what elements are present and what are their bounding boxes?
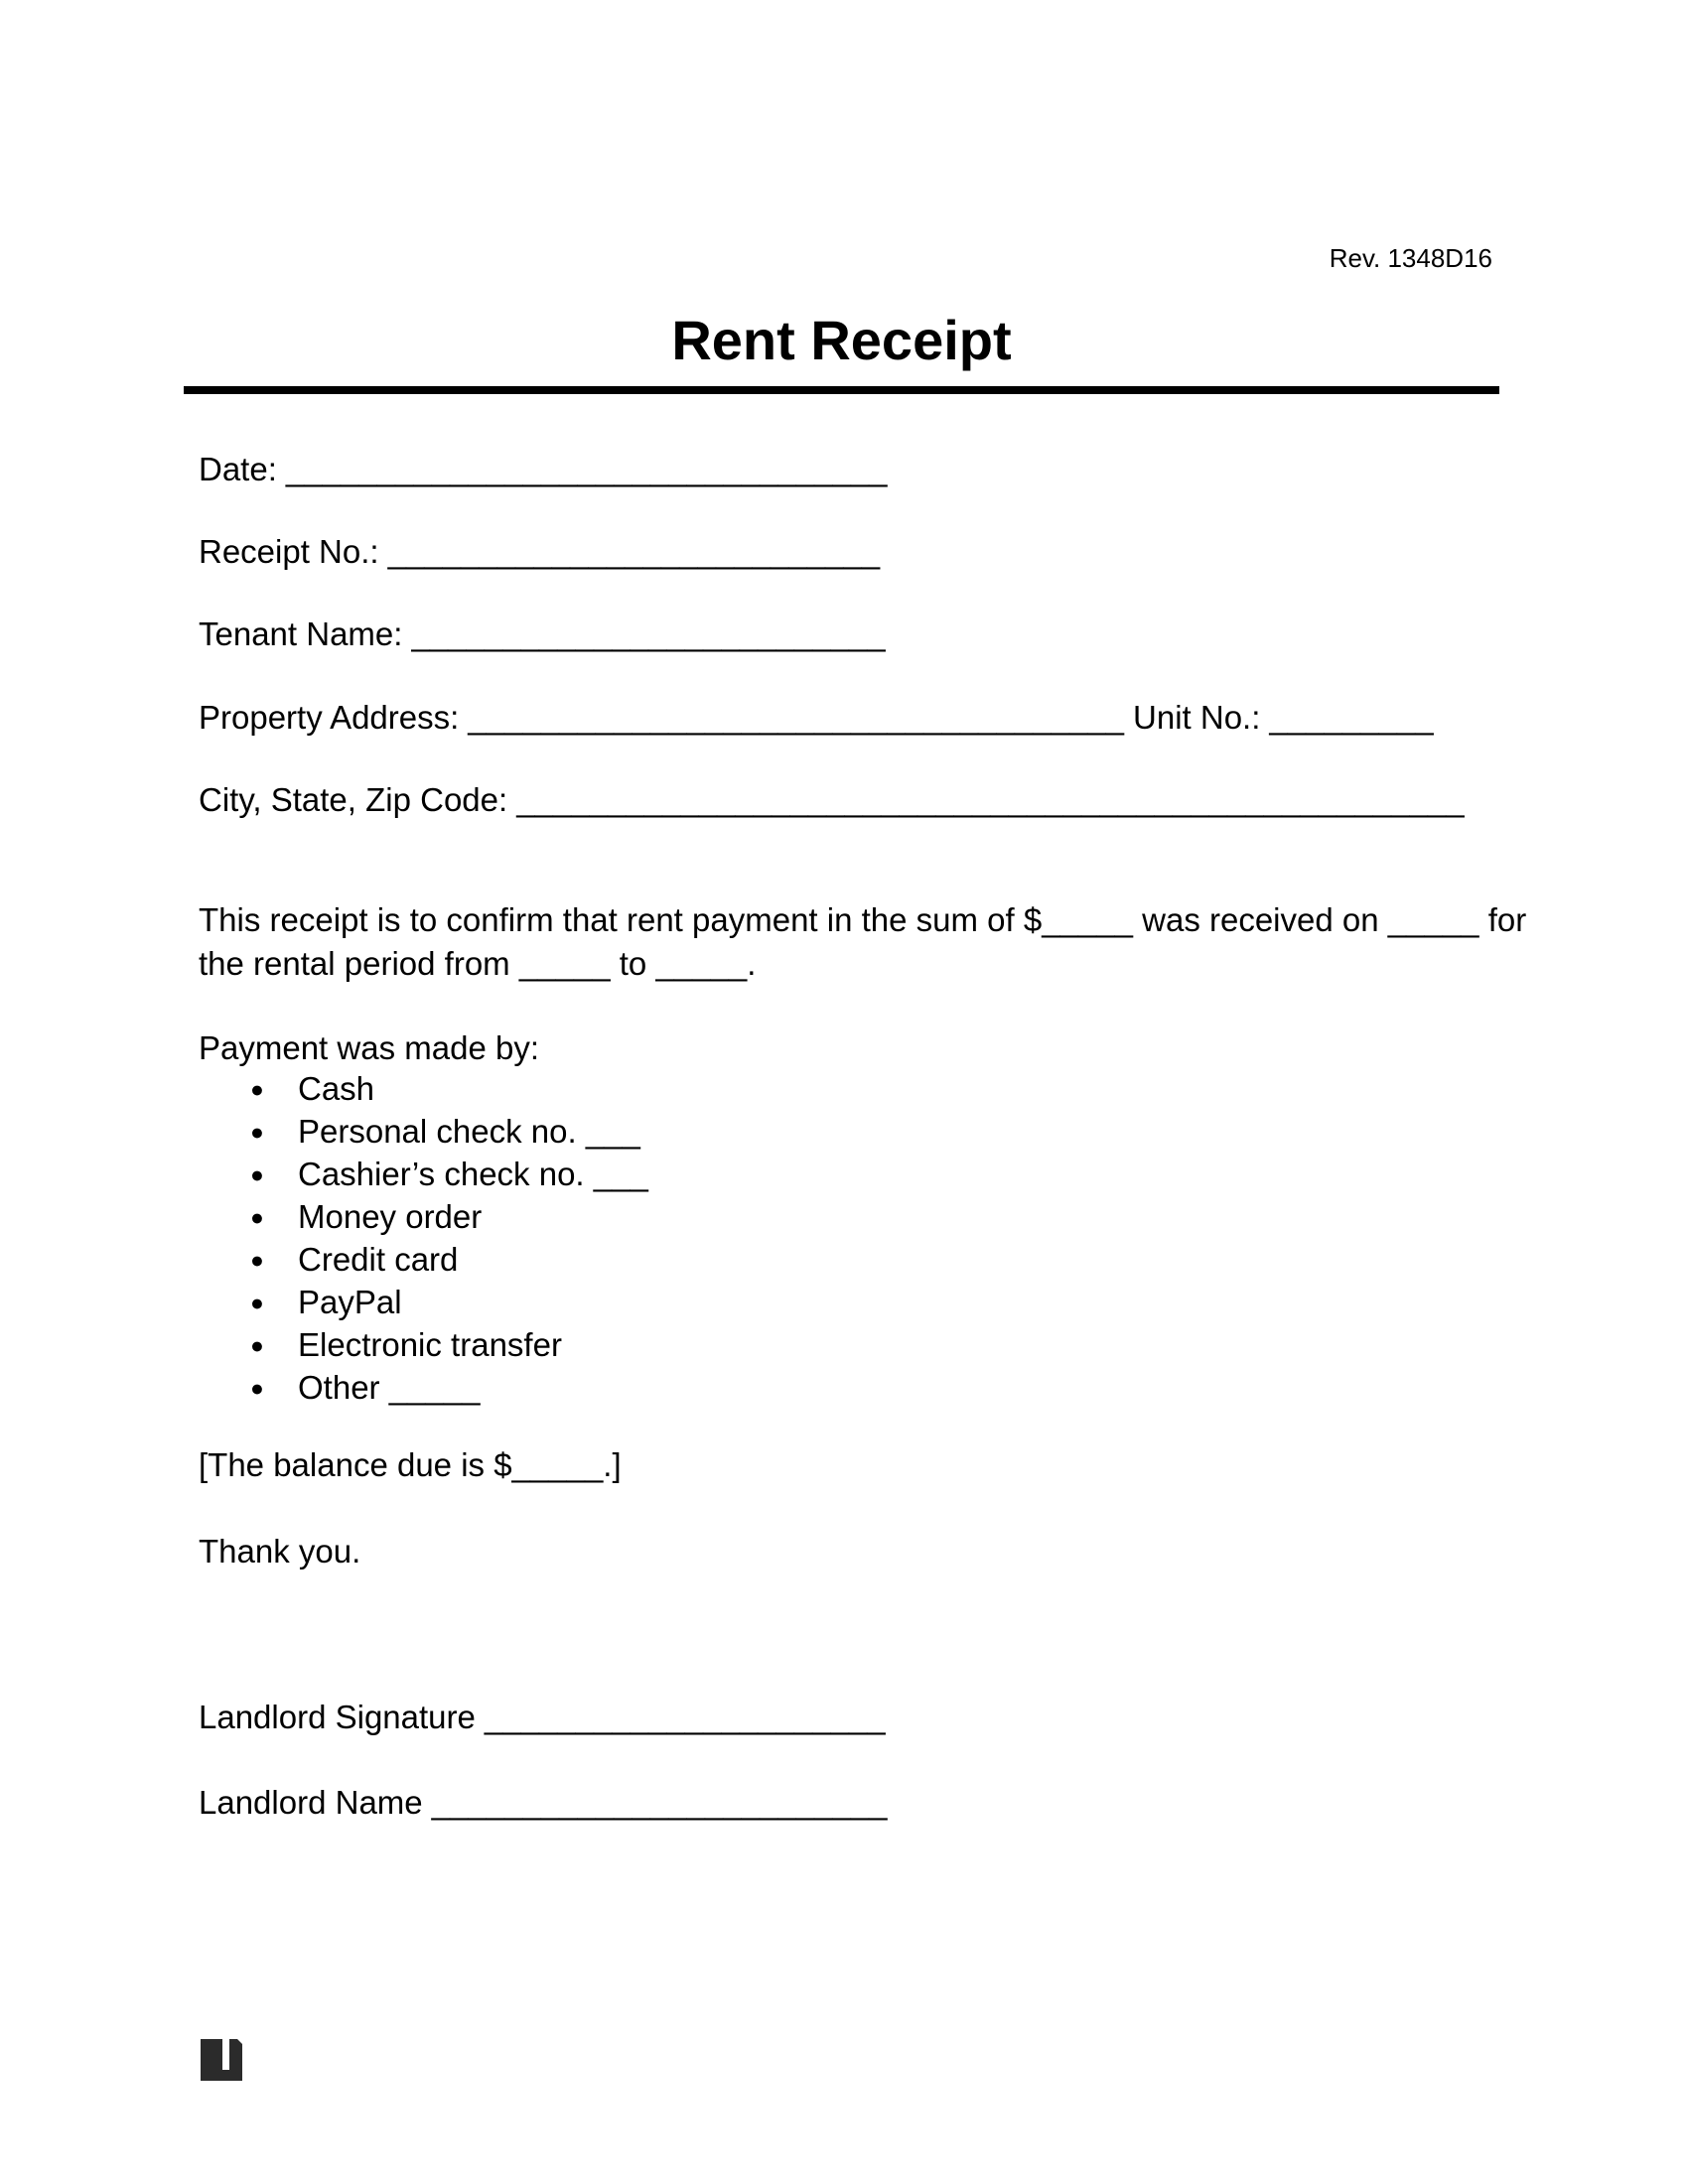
payment-method-credit-card: [199, 1238, 648, 1281]
unit-no-blank: _________: [1269, 699, 1434, 736]
bullet-icon: ●: [250, 1161, 264, 1187]
city-state-zip-blank: ____________________________________________________: [516, 781, 1465, 818]
page-title: Rent Receipt: [671, 309, 1012, 371]
revision-number: Rev. 1348D16: [1329, 243, 1492, 273]
closing-text: Thank you.: [199, 1533, 361, 1570]
payment-method-cash: [199, 1067, 648, 1110]
payment-method-cashiers-check: [199, 1153, 648, 1195]
property-address-label: Property Address:: [199, 699, 460, 736]
receipt-no-label: Receipt No.:: [199, 533, 379, 570]
city-state-zip-label: City, State, Zip Code:: [199, 781, 508, 818]
confirmation-line-1: This receipt is to confirm that rent payment in the sum of $_____ was received on _____ for: [199, 901, 1527, 938]
field-tenant-name: [199, 614, 886, 655]
unit-no-label: Unit No.:: [1133, 699, 1261, 736]
landlord-name-row: [199, 1782, 887, 1824]
field-city-state-zip: [199, 779, 1465, 821]
field-receipt-no: [199, 531, 880, 573]
field-date: [199, 449, 888, 490]
balance-due-note: [The balance due is $_____.]: [199, 1446, 622, 1483]
landlord-signature-row: [199, 1697, 886, 1738]
payment-method-label: Credit card: [298, 1241, 459, 1278]
property-address-blank: ____________________________________: [468, 699, 1125, 736]
date-blank: _________________________________: [285, 451, 888, 487]
receipt-no-blank: ___________________________: [387, 533, 881, 570]
payment-method-label: Electronic transfer: [298, 1326, 562, 1363]
title-divider: [184, 386, 1499, 394]
field-property-address: [199, 697, 1434, 739]
payment-method-label: Cash: [298, 1070, 375, 1107]
payment-method-label: Cashier’s check no. ___: [298, 1156, 648, 1192]
payment-method-personal-check: [199, 1110, 648, 1153]
payment-method-label: Other _____: [298, 1369, 481, 1406]
tenant-name-label: Tenant Name:: [199, 615, 403, 652]
landlord-signature-label: Landlord Signature: [199, 1699, 476, 1735]
legal-templates-logo: [201, 2039, 242, 2081]
confirmation-paragraph: [199, 898, 1527, 986]
payment-method-electronic-transfer: [199, 1323, 648, 1366]
landlord-name-label: Landlord Name: [199, 1784, 423, 1821]
bullet-icon: ●: [250, 1204, 264, 1230]
payment-method-paypal: [199, 1281, 648, 1323]
bullet-icon: ●: [250, 1247, 264, 1273]
payment-method-label: Personal check no. ___: [298, 1113, 640, 1150]
payment-method-label: PayPal: [298, 1284, 402, 1320]
payment-method-other: [199, 1366, 648, 1409]
date-label: Date:: [199, 451, 277, 487]
confirmation-line-2: the rental period from _____ to _____.: [199, 945, 757, 982]
tenant-name-blank: __________________________: [411, 615, 886, 652]
payment-methods-list: [199, 1067, 648, 1409]
payment-heading: Payment was made by:: [199, 1029, 539, 1066]
bullet-icon: ●: [250, 1332, 264, 1358]
bullet-icon: ●: [250, 1076, 264, 1102]
bullet-icon: ●: [250, 1375, 264, 1401]
landlord-name-blank: _________________________: [431, 1784, 888, 1821]
bullet-icon: ●: [250, 1119, 264, 1145]
bullet-icon: ●: [250, 1290, 264, 1315]
landlord-signature-blank: ______________________: [484, 1699, 886, 1735]
payment-method-money-order: [199, 1195, 648, 1238]
payment-method-label: Money order: [298, 1198, 483, 1235]
